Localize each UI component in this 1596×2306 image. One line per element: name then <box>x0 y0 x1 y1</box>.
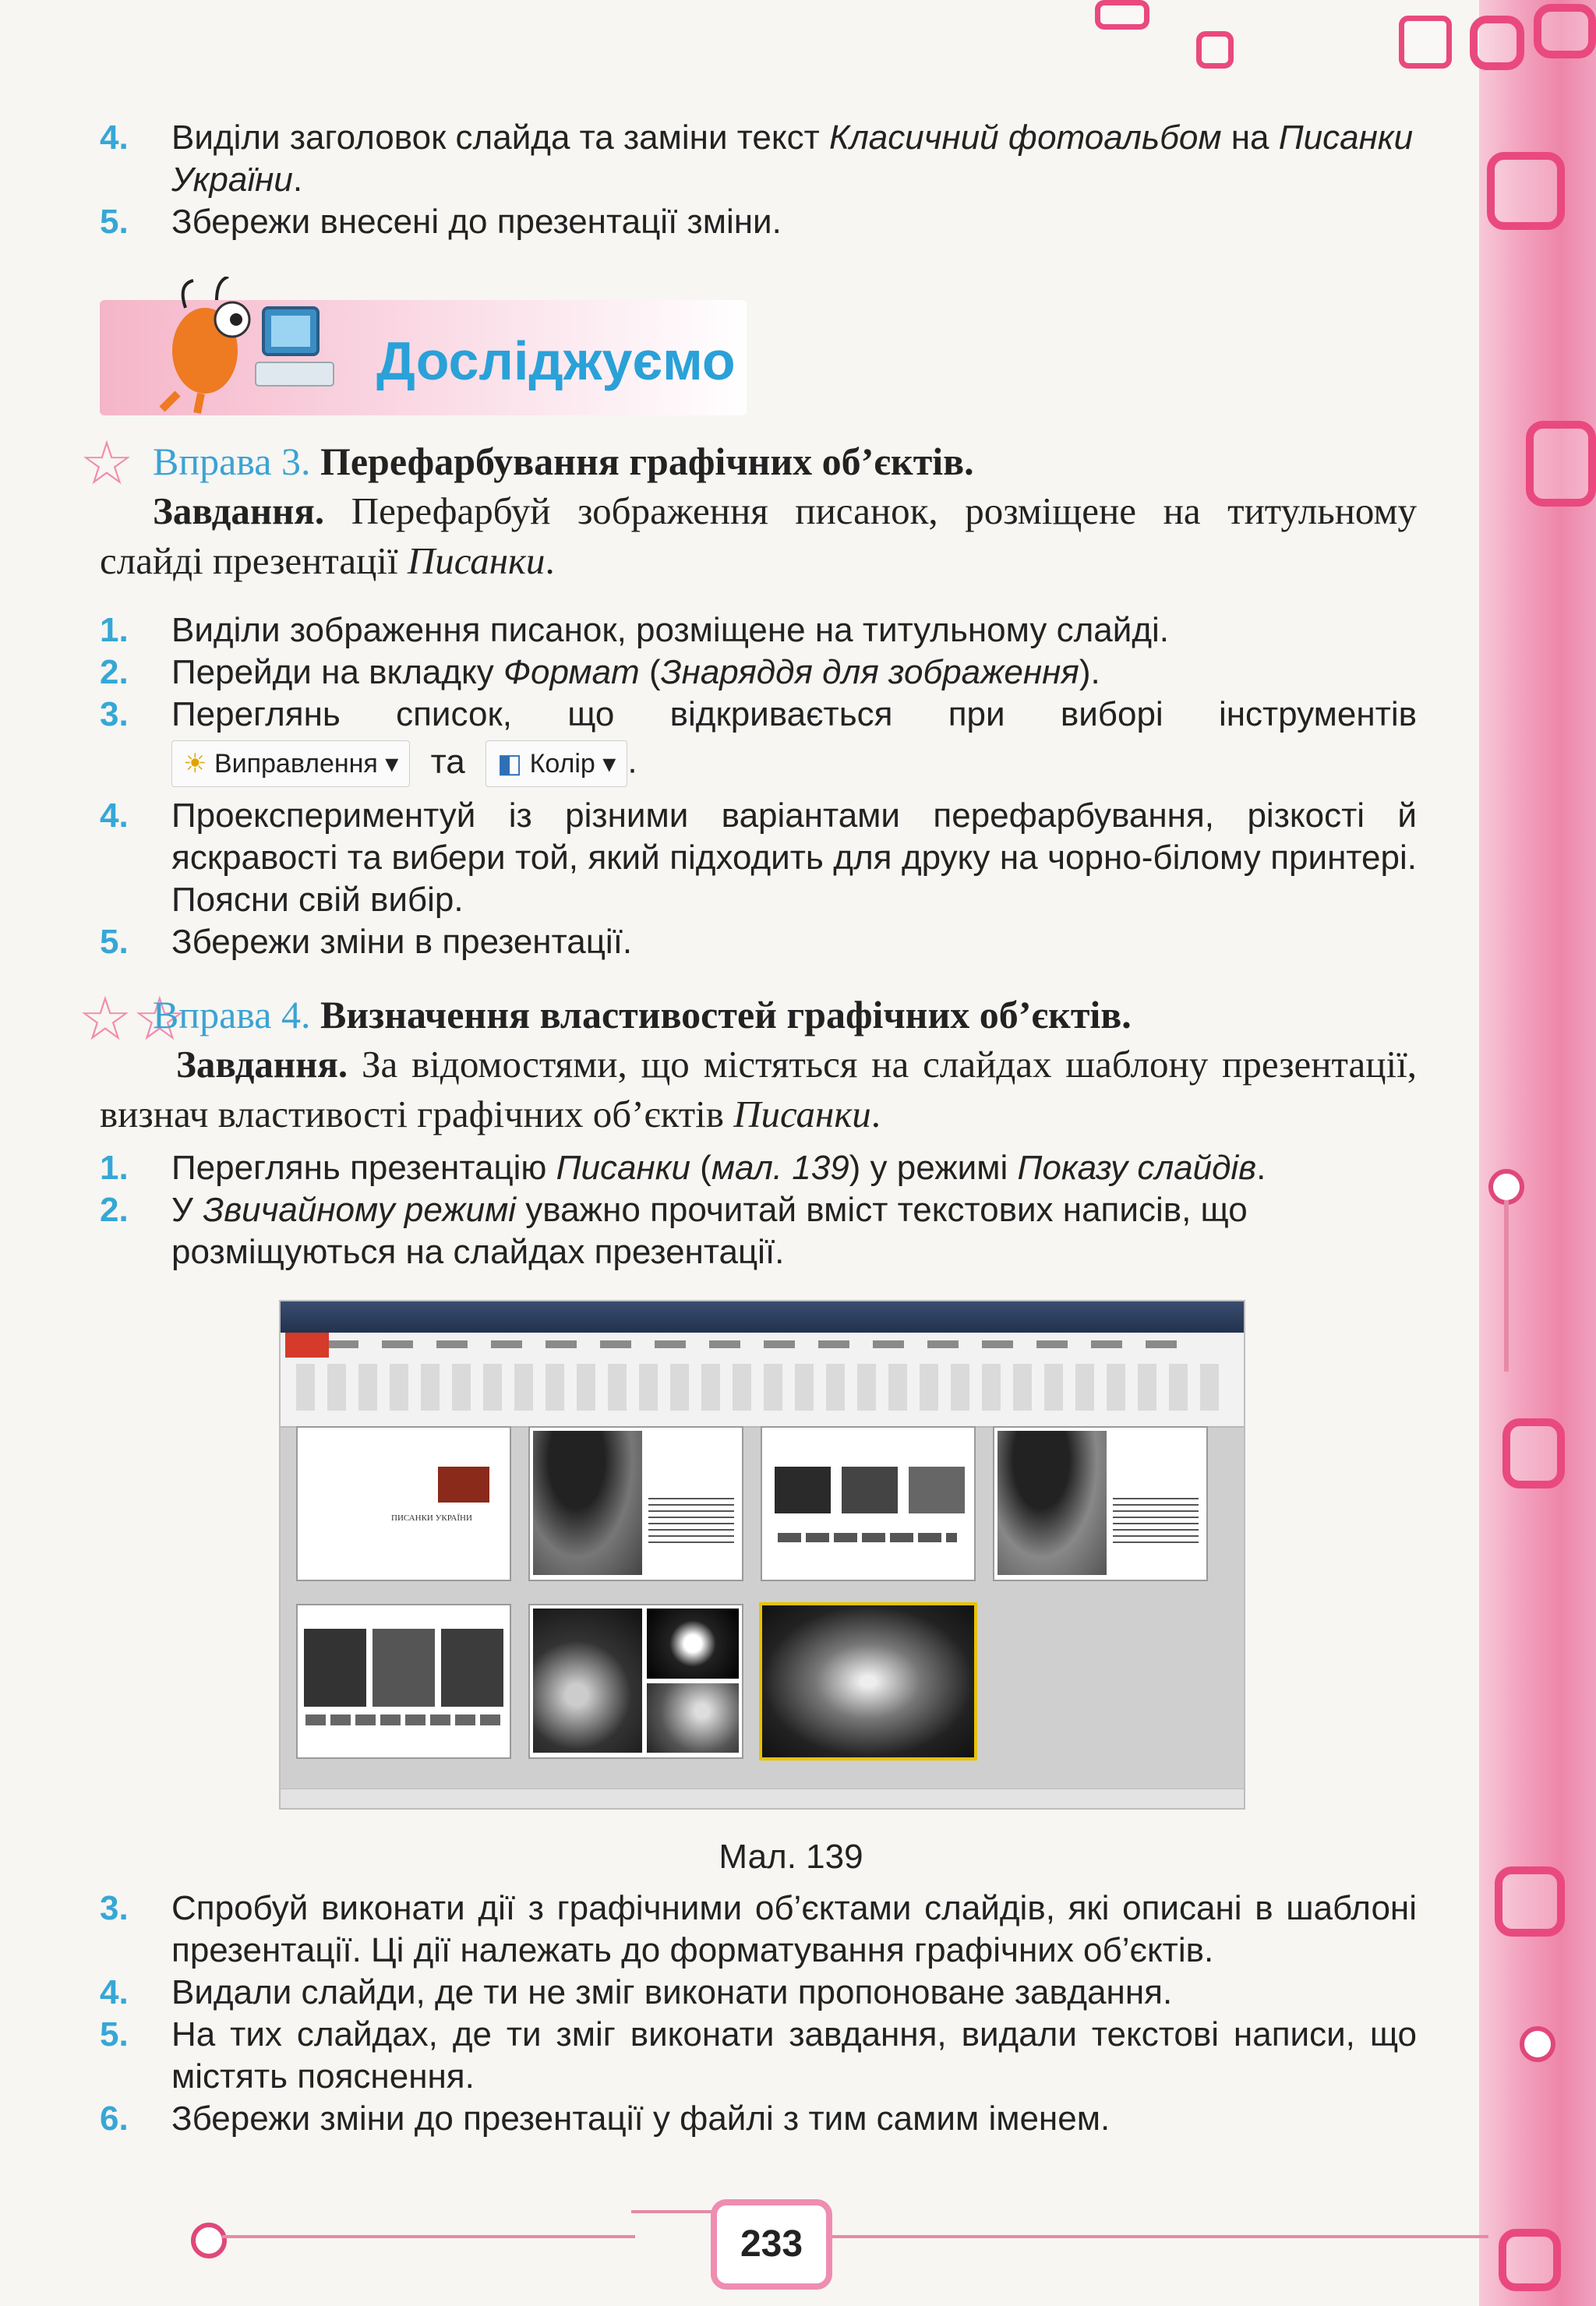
decorative-square <box>1470 16 1524 70</box>
step-number: 3. <box>100 695 129 733</box>
list-item: 5. Збережи зміни в презентації. <box>100 921 1417 963</box>
decorative-square <box>1495 1866 1565 1937</box>
step-number: 3. <box>100 1889 129 1927</box>
exercise-4-steps-a <box>100 1147 1417 1273</box>
explore-banner <box>100 277 747 415</box>
list-item: 1. Переглянь презентацію Писанки (мал. 139) у режимі Показу слайдів. <box>100 1147 1417 1189</box>
list-item: 6. Збережи зміни до презентації у файлі з тим самим іменем. <box>100 2098 1417 2140</box>
step-number: 4. <box>100 118 129 157</box>
slide-thumbnail[interactable] <box>762 1428 974 1580</box>
step-number: 2. <box>100 1191 129 1229</box>
slide-thumbnail[interactable] <box>298 1428 510 1580</box>
color-tool[interactable]: ◧ Колір ▾ <box>486 740 627 787</box>
step-number: 4. <box>100 796 129 835</box>
chevron-down-icon: ▾ <box>385 749 399 779</box>
decorative-side-strip <box>1479 0 1596 2306</box>
sun-icon: ☀ <box>183 749 207 779</box>
list-item: 1. Виділи зображення писанок, розміщене на титульному слайді. <box>100 609 1417 652</box>
list-item: 2. У Звичайному режимі уважно прочитай вміст текстових написів, що розміщуються на слайдах презентації. <box>100 1191 1248 1271</box>
decorative-square <box>1399 16 1452 69</box>
list-item: 4. Видали слайди, де ти не зміг виконати пропоноване завдання. <box>100 1972 1417 2014</box>
decorative-square <box>1502 1418 1565 1488</box>
decorative-line <box>826 2235 1488 2238</box>
slide-thumbnail[interactable] <box>530 1605 742 1757</box>
decorative-square <box>1487 152 1565 230</box>
figure-caption: Мал. 139 <box>719 1838 863 1876</box>
decorative-circle <box>191 2223 227 2258</box>
step-number: 5. <box>100 203 129 241</box>
exercise-task: Завдання. Перефарбуй зображення писанок, розміщене на титульному слайді презентації Писанки. <box>100 489 1417 582</box>
top-steps <box>100 117 1417 243</box>
step-number: 5. <box>100 2015 129 2054</box>
exercise-title: Вправа 4. Визначення властивостей графічних об’єктів. <box>153 993 1132 1036</box>
decorative-square <box>1095 0 1149 30</box>
file-tab[interactable] <box>285 1333 329 1358</box>
step-number: 1. <box>100 611 129 649</box>
exercise-3 <box>100 436 1417 586</box>
exercise-4 <box>100 990 1417 1139</box>
exercise-3-steps <box>100 609 1417 963</box>
slide-thumbnail-selected[interactable] <box>762 1605 974 1757</box>
page-number: 233 <box>711 2199 832 2290</box>
slide-title: ПИСАНКИ УКРАЇНИ <box>391 1513 472 1523</box>
slide-thumbnail[interactable] <box>298 1605 510 1757</box>
slide-thumbnail[interactable] <box>994 1428 1206 1580</box>
correction-tool[interactable]: ☀ Виправлення ▾ <box>171 740 410 787</box>
decorative-line <box>222 2235 635 2238</box>
list-item: 5. На тих слайдах, де ти зміг виконати завдання, видали текстові написи, що містять пояснення. <box>100 2015 1417 2096</box>
mascot-icon <box>131 277 365 415</box>
decorative-circle <box>1520 2026 1555 2062</box>
star-icon: ☆ <box>79 429 134 497</box>
list-item: 2. Перейди на вкладку Формат (Знаряддя для зображення). <box>100 652 1417 694</box>
step-number: 2. <box>100 653 129 691</box>
ribbon <box>281 1333 1244 1428</box>
exercise-task: Завдання. За відомостями, що містяться на слайдах шаблону презентації, визнач властивості графічних об’єктів Писанки. <box>100 1043 1417 1135</box>
decorative-line <box>631 2210 717 2213</box>
list-item: 3. Спробуй виконати дії з графічними об’єктами слайдів, які описані в шаблоні презентації. Ці дії належать до форматування графічних об’єктів. <box>100 1889 1417 1969</box>
stars-icon: ☆☆ <box>78 984 187 1053</box>
color-palette-icon: ◧ <box>496 749 523 779</box>
decorative-square <box>1526 421 1596 507</box>
list-item: 3. Переглянь список, що відкривається при виборі інструментів <box>100 694 1417 736</box>
decorative-line <box>1504 1200 1509 1372</box>
step-number: 5. <box>100 923 129 961</box>
decorative-square <box>1534 4 1596 58</box>
decorative-square <box>1499 2229 1561 2291</box>
step-number: 4. <box>100 1973 129 2011</box>
step-number: 6. <box>100 2099 129 2138</box>
list-item: 4. Проекспериментуй із різними варіантами перефарбування, різкості й яскравості та вибери той, який підходить для друку на чорно-білому принтері. Поясни свій вибір. <box>100 796 1417 919</box>
status-bar <box>281 1789 1244 1808</box>
banner-title: Досліджуємо <box>376 330 736 391</box>
window-titlebar <box>281 1301 1244 1333</box>
powerpoint-screenshot <box>281 1301 1244 1808</box>
slide-thumbnail[interactable] <box>530 1428 742 1580</box>
list-item: 4. Виділи заголовок слайда та заміни текст Класичний фотоальбом на Писанки України. <box>100 118 1414 199</box>
tool-buttons-row: ☀ Виправлення ▾ та ◧ Колір ▾ . <box>100 740 1417 787</box>
exercise-4-steps-b <box>100 1888 1417 2140</box>
decorative-square <box>1196 31 1234 69</box>
step-number: 1. <box>100 1149 129 1187</box>
list-item: 5. Збережи внесені до презентації зміни. <box>100 201 1417 243</box>
chevron-down-icon: ▾ <box>602 749 616 779</box>
exercise-title: Вправа 3. Перефарбування графічних об’єктів. <box>153 440 974 483</box>
